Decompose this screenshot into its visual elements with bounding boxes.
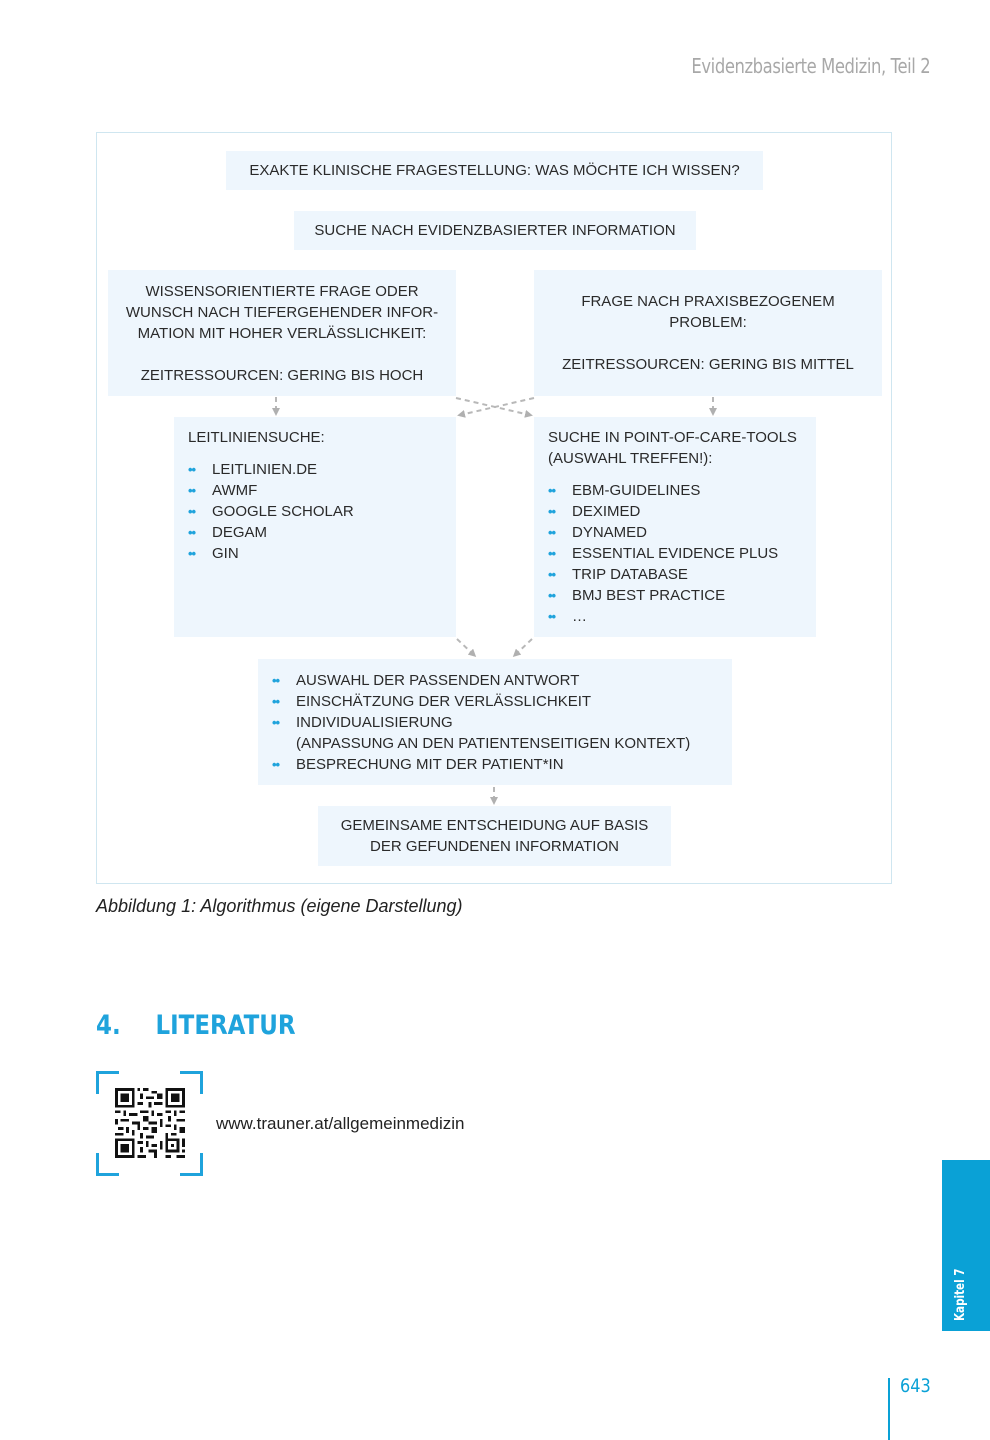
- page-number-rule: [888, 1378, 890, 1440]
- shared-decision-line: GEMEINSAME ENTSCHEIDUNG AUF BASIS: [340, 817, 649, 834]
- poc-tool-item: •• EBM-GUIDELINES: [548, 482, 701, 499]
- shared-decision-box: [318, 806, 671, 866]
- bullet-icon: ••: [188, 504, 196, 519]
- practice-time-resources: ZEITRESSOURCEN: GERING BIS MITTEL: [562, 356, 854, 373]
- poc-tools-title: (AUSWAHL TREFFEN!):: [548, 450, 713, 467]
- guideline-search-box: [174, 417, 456, 637]
- evaluation-subtext: (ANPASSUNG AN DEN PATIENTENSEITIGEN KONTEXT): [296, 735, 691, 752]
- guideline-item: •• DEGAM: [188, 524, 268, 541]
- guideline-item: •• GIN: [188, 545, 239, 562]
- chapter-tab-label: Kapitel 7: [953, 1268, 968, 1321]
- practice-question-box: [534, 270, 882, 396]
- section-title: LITERATUR: [155, 1010, 296, 1041]
- qr-code-icon[interactable]: [96, 1071, 203, 1176]
- bullet-icon: ••: [548, 609, 556, 624]
- evaluation-item: •• AUSWAHL DER PASSENDEN ANTWORT: [272, 672, 580, 689]
- guideline-item: •• GOOGLE SCHOLAR: [188, 503, 354, 520]
- poc-tools-title: SUCHE IN POINT-OF-CARE-TOOLS: [548, 429, 797, 446]
- bullet-icon: ••: [272, 757, 280, 772]
- evaluation-item: •• INDIVIDUALISIERUNG (ANPASSUNG AN DEN PATIENTENSEITIGEN KONTEXT): [272, 714, 691, 752]
- bullet-icon: ••: [548, 525, 556, 540]
- bullet-icon: ••: [188, 462, 196, 477]
- practice-question-line: PROBLEM:: [669, 314, 747, 331]
- bullet-icon: ••: [548, 588, 556, 603]
- poc-tools-list: [548, 480, 802, 627]
- figure-caption: Abbildung 1: Algorithmus (eigene Darstellung): [96, 896, 463, 916]
- bullet-icon: ••: [188, 483, 196, 498]
- poc-tool-item: •• DEXIMED: [548, 503, 641, 520]
- bullet-icon: ••: [272, 694, 280, 709]
- evaluation-item: •• EINSCHÄTZUNG DER VERLÄSSLICHKEIT: [272, 693, 592, 710]
- knowledge-question-line: MATION MIT HOHER VERLÄSSLICHKEIT:: [137, 324, 427, 342]
- evaluation-item: •• BESPRECHUNG MIT DER PATIENT*IN: [272, 756, 564, 773]
- guideline-item: •• AWMF: [188, 482, 258, 499]
- resource-link[interactable]: www.trauner.at/allgemeinmedizin: [216, 1114, 465, 1133]
- bullet-icon: ••: [272, 673, 280, 688]
- step-clinical-question: [226, 151, 763, 190]
- bullet-icon: ••: [272, 715, 280, 730]
- section-number: 4.: [96, 1010, 121, 1041]
- poc-tools-box: [534, 417, 816, 637]
- running-title: Evidenzbasierte Medizin, Teil 2: [691, 54, 930, 78]
- poc-tool-item: •• TRIP DATABASE: [548, 566, 688, 583]
- step-search-evidence-text: SUCHE NACH EVIDENZBASIERTER INFORMATION: [314, 222, 676, 239]
- poc-tool-item: •• BMJ BEST PRACTICE: [548, 587, 726, 604]
- bullet-icon: ••: [188, 525, 196, 540]
- bullet-icon: ••: [548, 546, 556, 561]
- practice-question-line: FRAGE NACH PRAXISBEZOGENEM: [581, 293, 835, 310]
- shared-decision-line: DER GEFUNDENEN INFORMATION: [370, 838, 619, 855]
- bullet-icon: ••: [548, 567, 556, 582]
- bullet-icon: ••: [188, 546, 196, 561]
- evaluation-box: [258, 659, 732, 785]
- poc-tool-item: •• DYNAMED: [548, 524, 648, 541]
- section-heading: [96, 1010, 296, 1041]
- bullet-icon: ••: [548, 504, 556, 519]
- knowledge-question-line: WISSENSORIENTIERTE FRAGE ODER: [145, 282, 419, 300]
- poc-tool-item: •• ESSENTIAL EVIDENCE PLUS: [548, 545, 779, 562]
- step-clinical-question-text: EXAKTE KLINISCHE FRAGESTELLUNG: WAS MÖCHTE ICH WISSEN?: [249, 162, 740, 179]
- step-search-evidence: [294, 211, 696, 250]
- bullet-icon: ••: [548, 483, 556, 498]
- knowledge-question-box: [108, 270, 456, 396]
- guideline-list: [188, 459, 442, 564]
- qr-code: [115, 1088, 185, 1158]
- guideline-search-title: LEITLINIENSUCHE:: [188, 429, 325, 446]
- poc-tool-item: •• …: [548, 608, 587, 625]
- page-number: 643: [900, 1375, 931, 1397]
- guideline-item: •• LEITLINIEN.DE: [188, 461, 318, 478]
- knowledge-question-line: WUNSCH NACH TIEFERGEHENDER INFOR-: [125, 303, 439, 321]
- knowledge-time-resources: ZEITRESSOURCEN: GERING BIS HOCH: [140, 366, 424, 384]
- chapter-tab: [942, 1160, 990, 1331]
- evaluation-list: [272, 670, 718, 775]
